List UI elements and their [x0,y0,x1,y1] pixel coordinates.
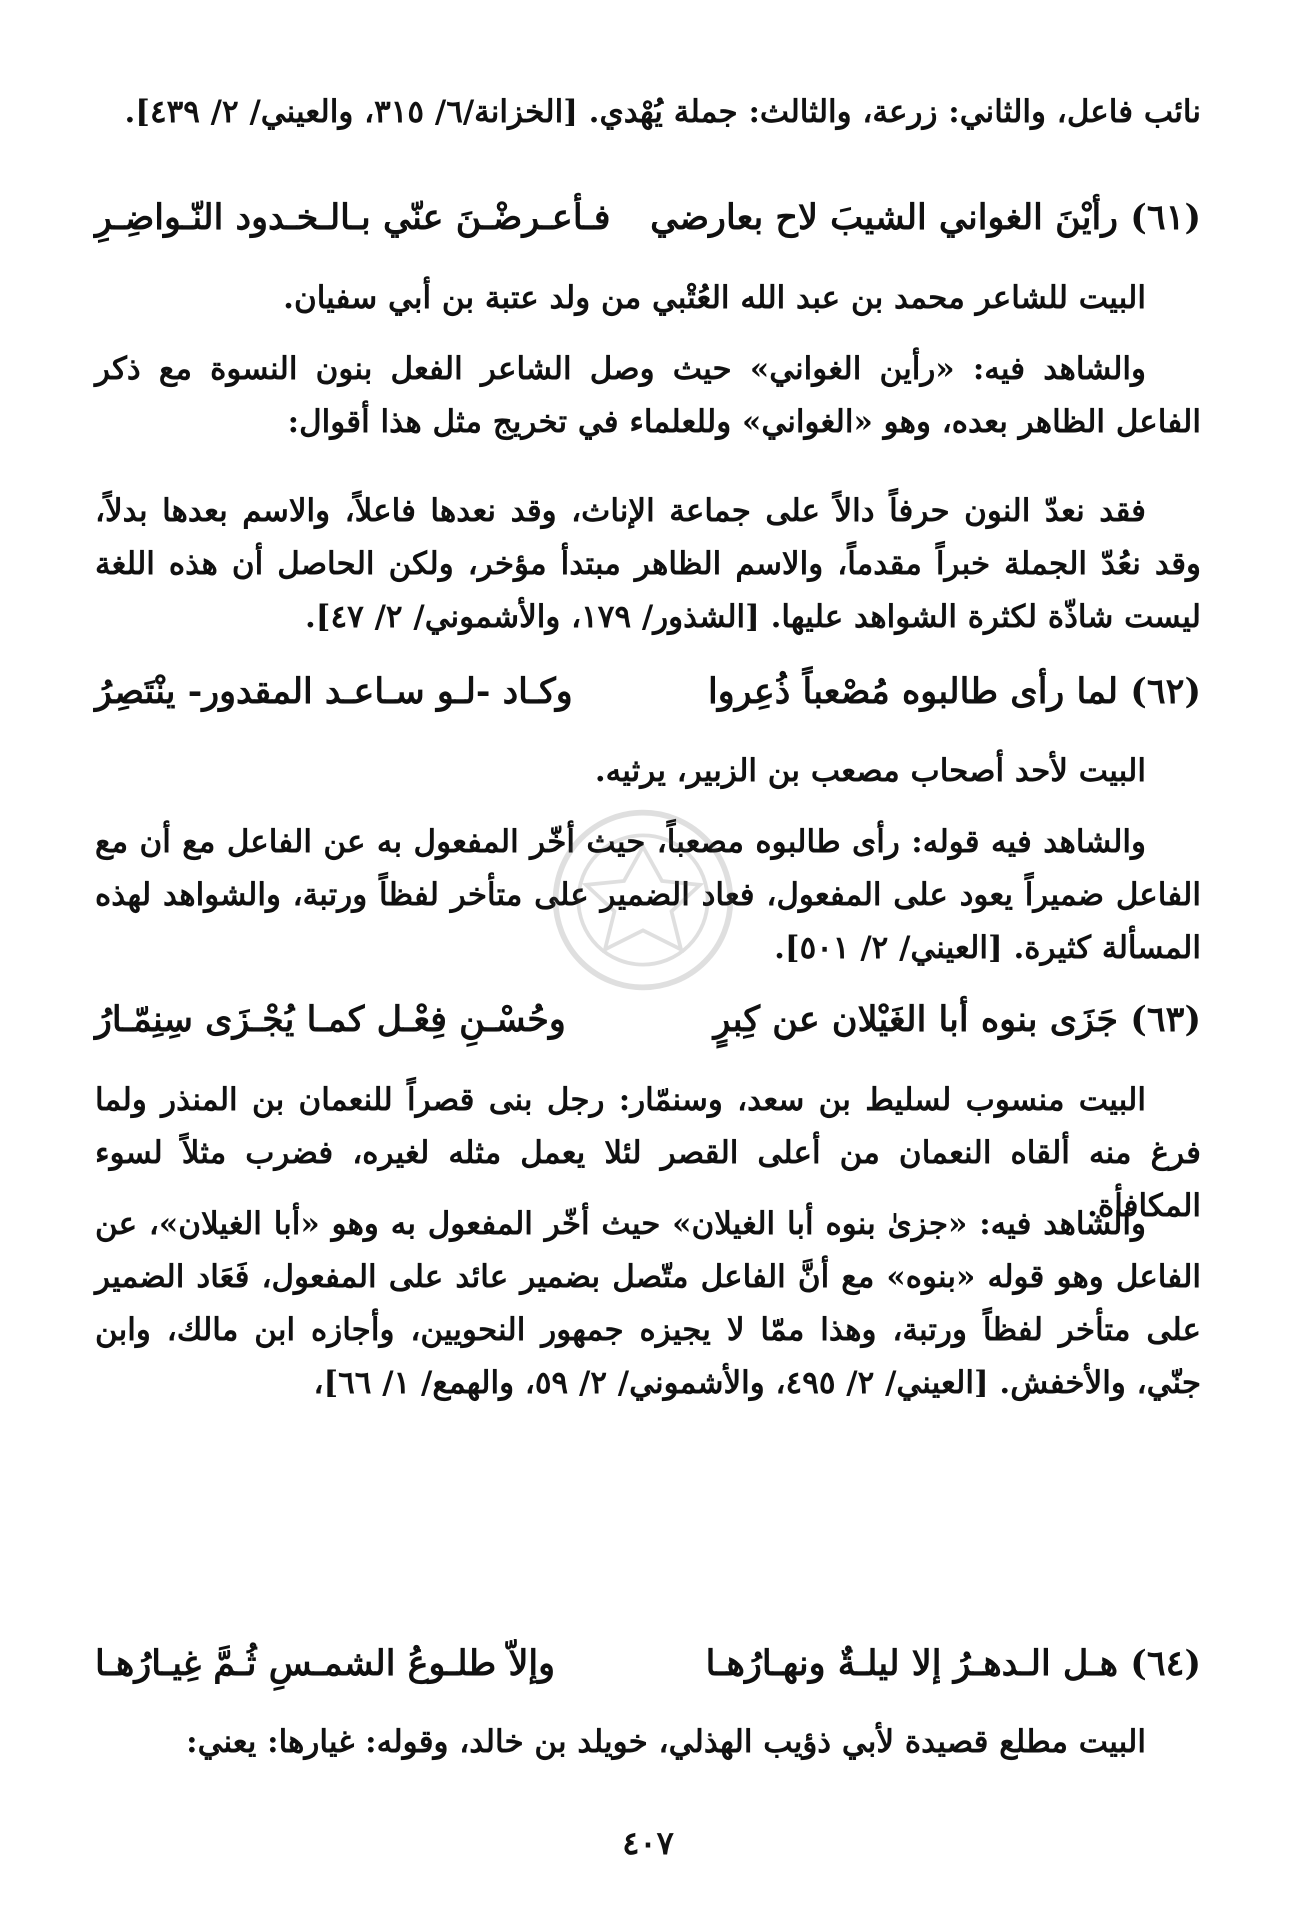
verse-61-second-hemistich: فـأعـرضْـنَ عنّي بـالـخـدود النّـواضِـرِ [95,197,611,238]
paragraph-evidence-63: والشاهد فيه: «جزىٰ بنوه أبا الغيلان» حيث أخّر المفعول به وهو «أبا الغيلان»، عن الفاعل وهو قوله «بنوه» مع أنَّ الفاعل متّصل بضمير عائد على المفعول، فَعَاد الضمير على متأخر لفظاً ورتبة، وهذا ممّا لا يجيزه جمهور النحويين، وأجازه ابن مالك، وابن جنّي، والأخفش. [العيني/ ٢/ ٤٩٥، والأشموني/ ٢/ ٥٩، والهمع/ ١/ ٦٦]، [95,1206,1201,1401]
paragraph-attribution-63: البيت منسوب لسليط بن سعد، وسنمّار: رجل بنى قصراً للنعمان بن المنذر ولما فرغ منه ألقاه النعمان من أعلى القصر لئلا يعمل مثله لغيره، فضرب مثلاً لسوء المكافأة. [95,1082,1201,1224]
verse-64-second-hemistich: وإلاّ طلـوعُ الشمـسِ ثُـمَّ غِيـارُهـا [95,1643,556,1684]
paragraph-attribution-61: البيت للشاعر محمد بن عبد الله العُتْبي من ولد عتبة بن أبي سفيان. [283,280,1146,316]
page-number: ٤٠٧ [622,1824,674,1862]
verse-64 [95,1636,1201,1692]
verse-62 [95,664,1201,720]
paragraph-attribution-64: البيت مطلع قصيدة لأبي ذؤيب الهذلي، خويلد بن خالد، وقوله: غيارها: يعني: [186,1724,1146,1760]
verse-63-first-hemistich: (٦٣) جَزَى بنوه أبا الغَيْلان عن كِبرٍ [713,999,1201,1040]
verse-62-second-hemistich: وكـاد -لـو سـاعـد المقدور- ينْتَصِرُ [95,671,573,712]
paragraph-evidence-62: والشاهد فيه قوله: رأى طالبوه مصعباً، حيث أخّر المفعول به عن الفاعل مع أن مع الفاعل ضميراً يعود على المفعول، فعاد الضمير على متأخر لفظاً ورتبة، والشواهد لهذه المسألة كثيرة. [العيني/ ٢/ ٥٠١]. [95,824,1201,966]
paragraph-explanation-61: فقد نعدّ النون حرفاً دالاً على جماعة الإناث، وقد نعدها فاعلاً، والاسم بعدها بدلاً، وقد نعُدّ الجملة خبراً مقدماً، والاسم الظاهر مبتدأ مؤخر، ولكن الحاصل أن هذه اللغة ليست شاذّة لكثرة الشواهد عليها. [الشذور/ ١٧٩، والأشموني/ ٢/ ٤٧]. [95,493,1201,635]
watermark-emblem-icon [548,805,738,995]
verse-61 [95,190,1201,246]
verse-61-first-hemistich: (٦١) رأيْنَ الغواني الشيبَ لاح بعارضي [650,197,1201,238]
verse-62-first-hemistich: (٦٢) لما رأى طالبوه مُصْعباً ذُعِروا [707,671,1201,712]
paragraph-continuation: نائب فاعل، والثاني: زرعة، والثالث: جملة يُهْدي. [الخزانة/٦/ ٣١٥، والعيني/ ٢/ ٤٣٩]. [124,94,1201,130]
verse-64-first-hemistich: (٦٤) هـل الـدهـرُ إلا ليلـةٌ ونهـارُهـا [705,1643,1201,1684]
verse-63-second-hemistich: وحُسْـنِ فِعْـل كمـا يُجْـزَى سِنِمّـارُ [95,999,566,1040]
paragraph-attribution-62: البيت لأحد أصحاب مصعب بن الزبير، يرثيه. [594,753,1146,789]
paragraph-evidence-61: والشاهد فيه: «رأين الغواني» حيث وصل الشاعر الفعل بنون النسوة مع ذكر الفاعل الظاهر بعده، وهو «الغواني» وللعلماء في تخريج مثل هذا أقوال: [95,351,1201,440]
verse-63 [95,992,1201,1048]
